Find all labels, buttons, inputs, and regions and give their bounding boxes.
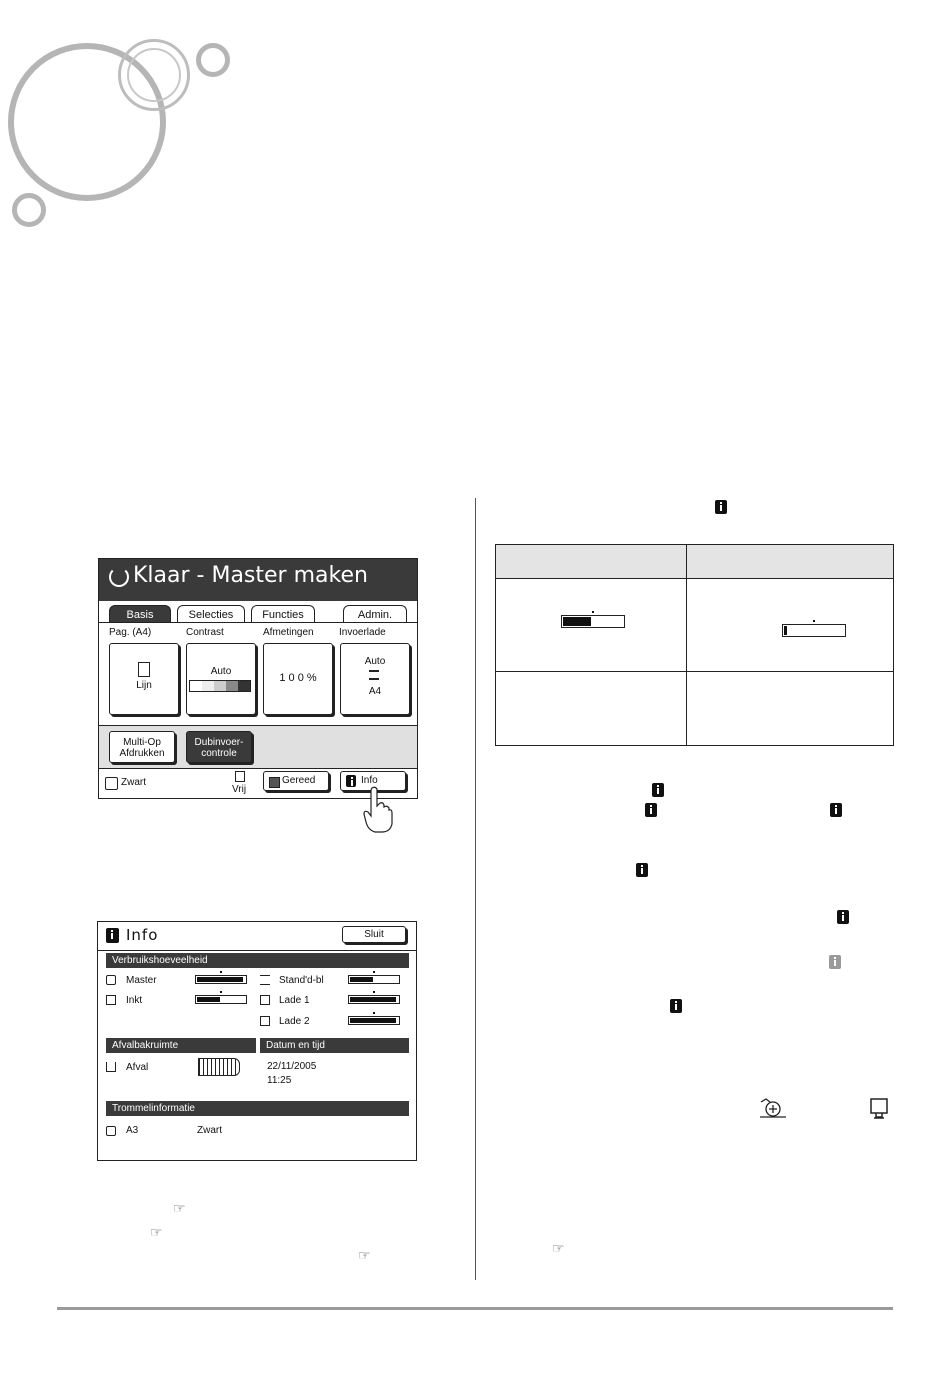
reference-pointer-icon: ☞ [358,1247,371,1263]
contrast-value: Auto [210,666,232,677]
size-button[interactable] [263,643,333,715]
ready-label: Gereed [282,775,316,786]
ink-icon [106,995,116,1005]
info-icon [106,928,119,943]
page-icon [138,662,150,677]
reference-pointer-icon: ☞ [150,1224,163,1240]
reference-pointer-icon: ☞ [552,1240,565,1256]
double-feed-line2: controle [201,748,237,759]
table-gauge-right [782,624,846,637]
tab-basis[interactable]: Basis [109,605,171,623]
tray2-icon [260,1016,270,1026]
size-value: 1 0 0 % [279,672,317,684]
double-feed-button[interactable] [186,731,252,763]
tray1-label: Lade 1 [279,995,310,1006]
tray-icon [369,670,379,680]
drum-icon [106,1126,116,1136]
ready-icon [269,777,280,788]
tray1-gauge [348,995,400,1004]
label-page: Pag. (A4) [109,627,152,638]
waste-section: Afvalbakruimte [106,1038,256,1053]
drum-size: A3 [126,1125,139,1136]
table-header [496,545,893,579]
info-title: Info [126,926,159,944]
tray2-label: Lade 2 [279,1016,310,1027]
decor-circle-tiny [12,193,46,227]
info-icon-disabled [829,955,841,969]
drum-status: Zwart [121,777,146,788]
standard-tray-gauge [348,975,400,984]
pointing-hand-icon [362,786,394,834]
tray-size: A4 [368,686,382,697]
waste-box-icon [198,1058,240,1076]
tray2-gauge [348,1016,400,1025]
date-value: 22/11/2005 [267,1061,317,1072]
tab-admin[interactable]: Admin. [343,605,407,623]
ink-gauge [195,995,247,1004]
label-contrast: Contrast [186,627,224,638]
table-row-divider [496,671,893,672]
memory-icon [235,771,245,782]
control-panel-screen [98,558,418,799]
multi-op-line2: Afdrukken [119,748,165,759]
datetime-section: Datum en tijd [260,1038,409,1053]
gauge-table [495,544,894,746]
info-icon [670,999,682,1013]
label-size: Afmetingen [263,627,314,638]
info-header [98,922,416,951]
contrast-scale [189,680,251,692]
info-icon [346,775,356,787]
ink-label: Inkt [126,995,143,1006]
multi-op-line1: Multi-Op [123,737,161,748]
tab-underline [99,622,417,623]
table-column-divider [686,545,687,745]
info-icon [837,910,849,924]
master-gauge [195,975,247,984]
ready-button[interactable] [263,771,329,791]
close-button[interactable]: Sluit [342,926,406,943]
master-icon [106,975,116,985]
master-label: Master [126,975,157,986]
info-screen [97,921,417,1161]
table-gauge-left [561,615,625,628]
info-icon [652,783,664,797]
standard-tray-label: Stand'd-bl [279,975,324,986]
time-value: 11:25 [267,1075,292,1086]
decor-circle-small [196,43,230,77]
master-icon [758,1097,788,1121]
drum-color: Zwart [197,1125,222,1136]
standard-tray-icon [260,975,270,985]
contrast-button[interactable] [186,643,256,715]
tab-functies[interactable]: Functies [251,605,315,623]
waste-icon [106,1062,116,1072]
page-mode-button[interactable] [109,643,179,715]
drum-icon [105,777,118,790]
ink-icon [869,1097,889,1121]
refresh-icon [109,567,129,587]
reference-pointer-icon: ☞ [173,1200,186,1216]
page-mode-value: Lijn [136,680,152,691]
memory-status: Vrij [232,784,247,795]
tray-button[interactable] [340,643,410,715]
consumption-section: Verbruikshoeveelheid [106,953,409,968]
label-tray: Invoerlade [339,627,386,638]
multi-op-button[interactable] [109,731,175,763]
double-feed-line1: Dubinvoer- [194,737,244,748]
info-icon [715,500,727,514]
footer-rule [57,1307,893,1310]
tray1-icon [260,995,270,1005]
tab-selecties[interactable]: Selecties [177,605,245,623]
info-label: Info [361,775,378,786]
drum-section: Trommelinformatie [106,1101,409,1116]
info-icon [830,803,842,817]
info-icon [636,863,648,877]
status-title: Klaar - Master maken [133,563,368,588]
column-divider [475,498,476,1280]
waste-label: Afval [126,1062,149,1073]
info-icon [645,803,657,817]
decor-circle-medium-inner [127,48,181,102]
tray-auto: Auto [364,656,386,667]
status-title-bar [99,559,417,601]
